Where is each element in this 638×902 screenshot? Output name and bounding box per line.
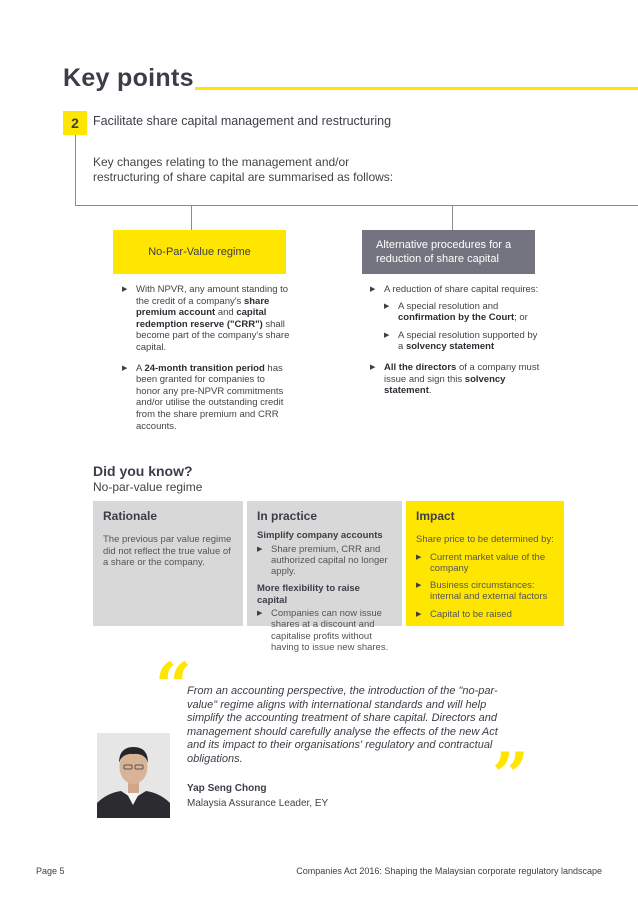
- sub-list-item: ▶ A special resolution supported by a solvency statement: [384, 330, 540, 353]
- list-item: ▶ Companies can now issue shares at a discount and capitalise profits without having to issue new shares.: [257, 608, 392, 653]
- card-text: Share price to be determined by:: [416, 534, 554, 546]
- alt-points: [370, 284, 540, 406]
- in-practice-card: [247, 501, 402, 653]
- list-item: ▶ A 24-month transition period has been granted for companies to honor any pre-NPVR commitments and/or utilise the outstanding credit from the share premium and CRR accounts.: [122, 363, 290, 433]
- intro-text: Key changes relating to the management and/or restructuring of share capital are summarised as follows:: [93, 155, 394, 184]
- portrait-icon: [97, 733, 170, 818]
- page-number: Page 5: [36, 866, 65, 876]
- card-title: Rationale: [103, 509, 158, 523]
- did-you-know-title: Did you know?: [93, 463, 193, 479]
- list-item: ▶ Current market value of the company: [416, 552, 554, 575]
- npv-points: [122, 284, 290, 441]
- rationale-card: [93, 501, 243, 626]
- alt-procedures-label: Alternative procedures for a reduction of share capital: [376, 239, 512, 265]
- card-text: The previous par value regime did not reflect the true value of a share or the company.: [103, 534, 232, 568]
- list-item: ▶ A reduction of share capital requires: ▶ A special resolution and confirmation by the Court; or ▶ A special resolution supported by a solvency statement: [370, 284, 540, 353]
- list-item: ▶ All the directors of a company must issue and sign this solvency statement.: [370, 362, 540, 397]
- card-title: Impact: [416, 509, 455, 523]
- npv-regime-label: No-Par-Value regime: [148, 246, 251, 258]
- open-quote-mark: “: [155, 649, 192, 724]
- card-title: In practice: [257, 509, 318, 523]
- title-rule: [195, 87, 638, 90]
- quote-author-role: Malaysia Assurance Leader, EY: [187, 798, 329, 809]
- connector-line: [191, 205, 192, 230]
- connector-line: [75, 135, 76, 205]
- npv-regime-box: [113, 230, 286, 274]
- close-quote-mark: ”: [492, 739, 529, 814]
- connector-line: [452, 205, 453, 230]
- quote-text: From an accounting perspective, the introduction of the "no-par-value" regime aligns with international standards and will help simplify the accounting treatment of share capital. Directors and management should carefully analyse the effects of the new Act and its impact to their organisations' regulatory and contractual obligations.: [187, 685, 498, 765]
- did-you-know-subtitle: No-par-value regime: [93, 480, 203, 494]
- list-item: ▶ Capital to be raised: [416, 609, 554, 620]
- divider-line: [75, 205, 638, 206]
- section-number-badge: 2: [63, 111, 87, 135]
- list-item: ▶ With NPVR, any amount standing to the credit of a company's share premium account and capital redemption reserve ("CRR") shall become part of the company's share capital.: [122, 284, 290, 354]
- quote-author-name: Yap Seng Chong: [187, 783, 267, 794]
- list-item: ▶ Business circumstances: internal and external factors: [416, 580, 554, 603]
- card-subheading: More flexibility to raise capital: [257, 583, 360, 606]
- card-subheading: Simplify company accounts: [257, 530, 383, 542]
- section-title: Facilitate share capital management and restructuring: [93, 114, 392, 128]
- alt-procedures-box: [362, 230, 535, 274]
- sub-list-item: ▶ A special resolution and confirmation by the Court; or: [384, 301, 540, 324]
- portrait-photo: [97, 733, 170, 818]
- footer-document-title: Companies Act 2016: Shaping the Malaysian corporate regulatory landscape: [296, 866, 602, 876]
- list-item: ▶ Share premium, CRR and authorized capital no longer apply.: [257, 544, 392, 578]
- impact-card: [406, 501, 564, 626]
- page-title: Key points: [63, 64, 194, 92]
